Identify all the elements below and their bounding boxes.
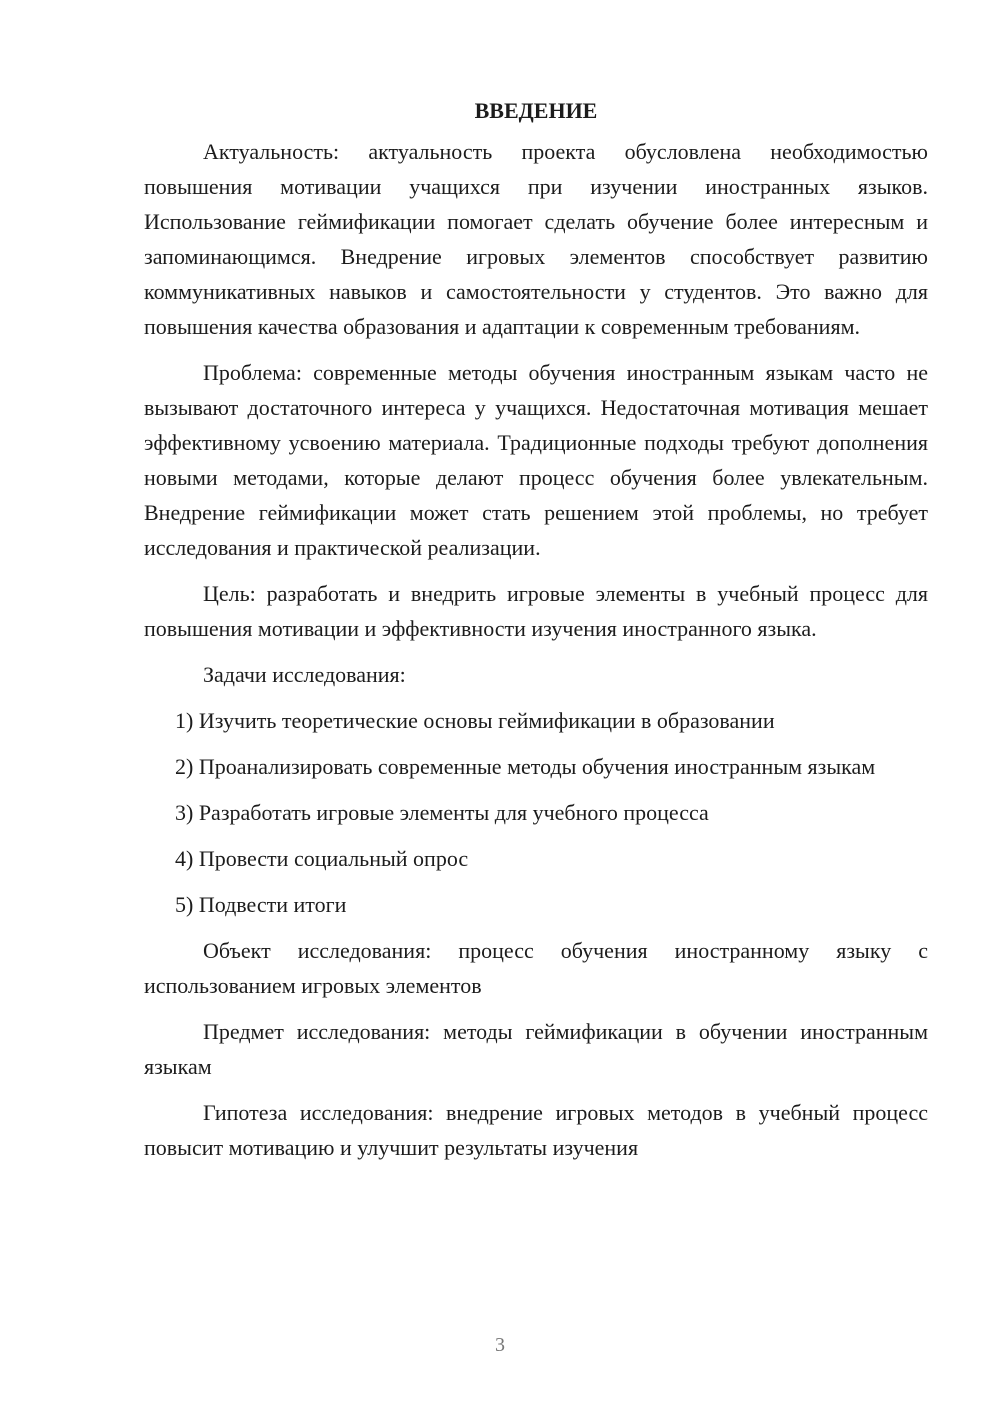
paragraph-goal: Цель: разработать и внедрить игровые элементы в учебный процесс для повышения мотивации и эффективности изучения иностранного языка. [144, 581, 928, 641]
paragraph-object: Объект исследования: процесс обучения иностранному языку с использованием игровых элементов [144, 938, 928, 998]
task-item: 4) Провести социальный опрос [175, 846, 469, 871]
task-item: 1) Изучить теоретические основы геймификации в образовании [175, 708, 775, 733]
paragraph-tasks-heading: Задачи исследования: [203, 662, 406, 687]
paragraph-hypothesis: Гипотеза исследования: внедрение игровых методов в учебный процесс повысит мотивацию и улучшит результаты изучения [144, 1100, 928, 1160]
section-title: ВВЕДЕНИЕ [474, 98, 598, 123]
task-item: 5) Подвести итоги [175, 892, 347, 917]
paragraph-problem: Проблема: современные методы обучения иностранным языкам часто не вызывают достаточного интереса у учащихся. Недостаточная мотивация мешает эффективному усвоению материала. Традиционные подходы требуют дополнения новыми методами, которые делают процесс обучения более увлекательным. Внедрение геймификации может стать решением этой проблемы, но требует исследования и практической реализации. [144, 360, 928, 560]
task-item: 3) Разработать игровые элементы для учебного процесса [175, 800, 709, 825]
paragraph-subject: Предмет исследования: методы геймификации в обучении иностранным языкам [144, 1019, 928, 1079]
page-number: 3 [495, 1334, 505, 1356]
task-item: 2) Проанализировать современные методы обучения иностранным языкам [175, 754, 876, 779]
paragraph-relevance: Актуальность: актуальность проекта обусловлена необходимостью повышения мотивации учащихся при изучении иностранных языков. Использование геймификации помогает сделать обучение более интересным и запоминающимся. Внедрение игровых элементов способствует развитию коммуникативных навыков и самостоятельности у студентов. Это важно для повышения качества образования и адаптации к современным требованиям. [144, 139, 928, 339]
document-body [144, 96, 928, 1176]
